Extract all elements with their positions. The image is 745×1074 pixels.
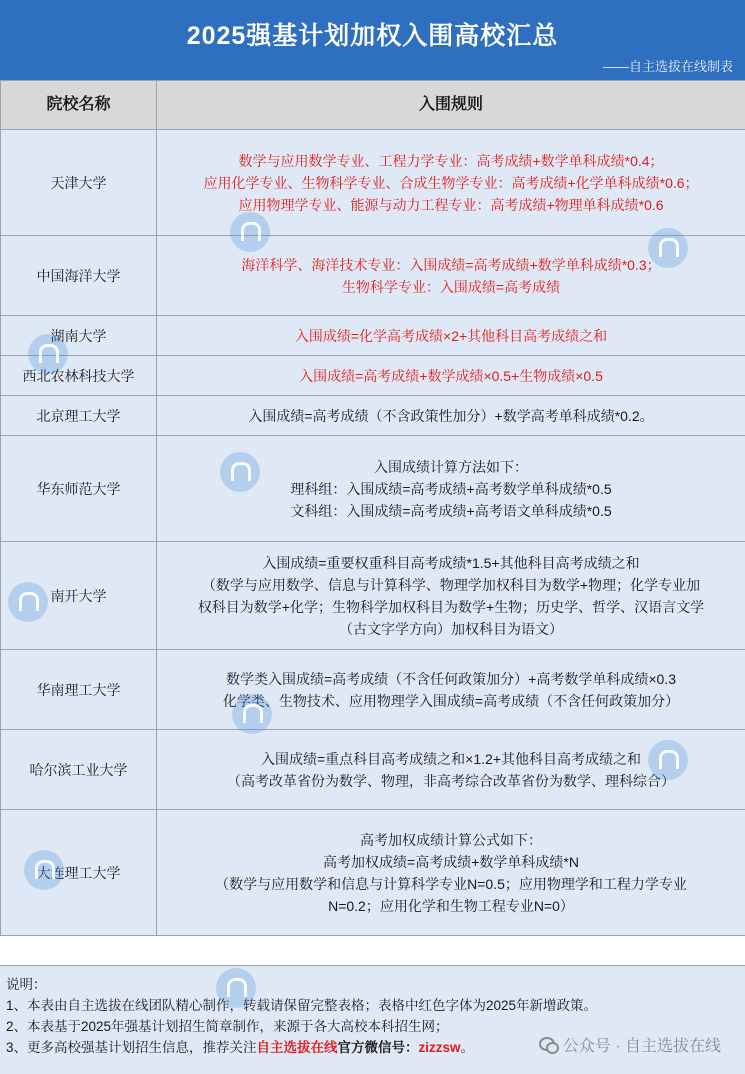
rule-line: 入围成绩=重点科目高考成绩之和×1.2+其他科目高考成绩之和 <box>261 750 641 767</box>
notes-line-1: 1、本表由自主选拔在线团队精心制作，转载请保留完整表格；表格中红色字体为2025年新增政策。 <box>6 998 598 1013</box>
school-name: 湖南大学 <box>1 316 157 356</box>
table-row <box>1 436 745 542</box>
school-name: 哈尔滨工业大学 <box>1 730 157 810</box>
table-row <box>1 650 745 730</box>
notes-line-2: 2、本表基于2025年强基计划招生简章制作，来源于各大高校本科招生网； <box>6 1019 449 1034</box>
table-row <box>1 130 745 236</box>
rule-line: 海洋科学、海洋技术专业：入围成绩=高考成绩+数学单科成绩*0.3； <box>241 256 661 273</box>
school-name: 天津大学 <box>1 130 157 236</box>
page-subtitle: ——自主选拔在线制表 <box>602 59 733 74</box>
rule-cell <box>157 396 745 436</box>
table-row <box>1 730 745 810</box>
rule-line: 数学类入围成绩=高考成绩（不含任何政策加分）+高考数学单科成绩×0.3 <box>226 670 676 687</box>
rule-line: （古文字学方向）加权科目为语文） <box>339 620 563 637</box>
table-row <box>1 316 745 356</box>
table-row <box>1 356 745 396</box>
rule-cell <box>157 356 745 396</box>
rule-cell <box>157 810 745 936</box>
school-name: 南开大学 <box>1 542 157 650</box>
rule-line: 高考加权成绩计算公式如下： <box>360 831 542 848</box>
rule-cell <box>157 236 745 316</box>
school-name: 华东师范大学 <box>1 436 157 542</box>
wechat-id: zizzsw <box>418 1040 461 1055</box>
wechat-badge-text: 公众号 · 自主选拔在线 <box>562 1038 721 1055</box>
brand-name: 自主选拔在线 <box>256 1040 338 1055</box>
rule-cell <box>157 542 745 650</box>
wechat-badge <box>539 1033 721 1056</box>
page-title: 2025强基计划加权入围高校汇总 <box>186 22 559 50</box>
notes-line-3-end: 。 <box>460 1040 475 1055</box>
school-name: 中国海洋大学 <box>1 236 157 316</box>
rule-line: N=0.2；应用化学和生物工程专业N=0） <box>328 897 574 914</box>
wechat-label: 官方微信号： <box>337 1040 419 1055</box>
rule-line: 理科组：入围成绩=高考成绩+高考数学单科成绩*0.5 <box>290 480 612 497</box>
rule-line: 入围成绩=重要权重科目高考成绩*1.5+其他科目高考成绩之和 <box>262 554 640 571</box>
column-header-school: 院校名称 <box>1 81 157 130</box>
school-name: 北京理工大学 <box>1 396 157 436</box>
rule-line: （高考改革省份为数学、物理，非高考综合改革省份为数学、理科综合） <box>227 772 675 789</box>
rule-line: 数学与应用数学专业、工程力学专业：高考成绩+数学单科成绩*0.4； <box>238 152 664 169</box>
school-name: 大连理工大学 <box>1 810 157 936</box>
rule-line: 入围成绩=高考成绩+数学成绩×0.5+生物成绩×0.5 <box>299 367 603 384</box>
rule-line: 入围成绩=化学高考成绩×2+其他科目高考成绩之和 <box>294 327 608 344</box>
table-row <box>1 236 745 316</box>
rule-line: 化学类、生物技术、应用物理学入围成绩=高考成绩（不含任何政策加分） <box>222 692 680 709</box>
rule-line: 高考加权成绩=高考成绩+数学单科成绩*N <box>323 853 579 870</box>
wechat-icon <box>539 1037 557 1053</box>
school-name: 西北农林科技大学 <box>1 356 157 396</box>
rule-cell <box>157 730 745 810</box>
table-row <box>1 542 745 650</box>
notes-line-3-prefix: 3、更多高校强基计划招生信息，推荐关注 <box>6 1040 257 1055</box>
rule-cell <box>157 436 745 542</box>
rule-line: （数学与应用数学、信息与计算科学、物理学加权科目为数学+物理；化学专业加 <box>201 576 701 593</box>
page-header <box>0 0 745 80</box>
rule-line: 应用物理学专业、能源与动力工程专业：高考成绩+物理单科成绩*0.6 <box>238 196 664 213</box>
rule-line: 应用化学专业、生物科学专业、合成生物学专业：高考成绩+化学单科成绩*0.6； <box>203 174 699 191</box>
table-row <box>1 396 745 436</box>
rule-cell <box>157 650 745 730</box>
rule-line: 入围成绩计算方法如下： <box>374 458 528 475</box>
table-row <box>1 810 745 936</box>
notes-section <box>0 965 745 1074</box>
rule-cell <box>157 130 745 236</box>
column-header-rules: 入围规则 <box>157 81 745 130</box>
notes-heading: 说明： <box>6 977 47 992</box>
rules-table <box>0 80 745 936</box>
rule-line: 生物科学专业：入围成绩=高考成绩 <box>341 278 561 295</box>
school-name: 华南理工大学 <box>1 650 157 730</box>
table-header-row <box>1 81 745 130</box>
rule-line: 权科目为数学+化学；生物科学加权科目为数学+生物；历史学、哲学、汉语言文学 <box>197 598 705 615</box>
rule-line: （数学与应用数学和信息与计算科学专业N=0.5；应用物理学和工程力学专业 <box>215 875 687 892</box>
rule-cell <box>157 316 745 356</box>
rule-line: 文科组：入围成绩=高考成绩+高考语文单科成绩*0.5 <box>290 502 612 519</box>
rule-line: 入围成绩=高考成绩（不含政策性加分）+数学高考单科成绩*0.2。 <box>248 407 654 424</box>
